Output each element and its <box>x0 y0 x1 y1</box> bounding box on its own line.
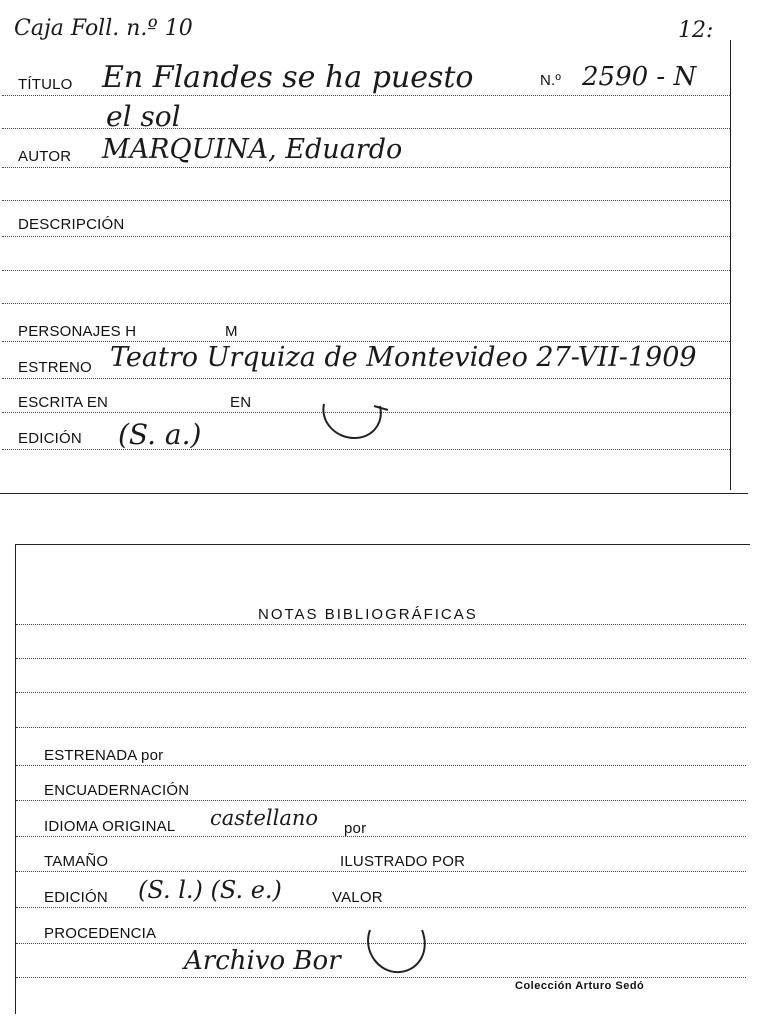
rule <box>16 800 746 801</box>
card-right-border <box>730 40 731 490</box>
rule <box>16 624 746 625</box>
autor-label: AUTOR <box>18 148 72 165</box>
titulo-value-continued: el sol <box>106 100 181 133</box>
personajes-label: PERSONAJES H <box>18 323 137 340</box>
edicion-value: (S. a.) <box>118 418 202 451</box>
procedencia-label: PROCEDENCIA <box>44 925 157 942</box>
card-top-border <box>15 544 750 545</box>
rule <box>2 167 730 168</box>
estrenada-label: ESTRENADA por <box>44 747 164 764</box>
notas-bibliograficas-heading: NOTAS BIBLIOGRÁFICAS <box>258 606 478 623</box>
sheet-number: 12: <box>678 18 714 43</box>
numero-label: N.º <box>540 72 562 89</box>
ilustrado-label: ILUSTRADO POR <box>340 853 466 870</box>
collection-label: Colección Arturo Sedó <box>515 980 645 992</box>
edicion-label-bottom: EDICIÓN <box>44 889 108 906</box>
titulo-label: TÍTULO <box>18 76 73 93</box>
rule <box>2 378 730 379</box>
punch-hole-mark <box>318 392 390 444</box>
rule <box>16 871 746 872</box>
valor-label: VALOR <box>332 889 383 906</box>
rule <box>2 95 730 96</box>
catalog-card-top <box>0 0 748 494</box>
rule <box>2 270 730 271</box>
titulo-value: En Flandes se ha puesto <box>102 60 474 95</box>
rule <box>2 449 730 450</box>
rule <box>16 727 746 728</box>
estreno-value: Teatro Urquiza de Montevideo 27-VII-1909 <box>110 342 697 373</box>
escrita-en-second-label: EN <box>230 394 252 411</box>
box-note: Caja Foll. n.º 10 <box>14 16 193 41</box>
rule <box>16 765 746 766</box>
personajes-m-label: M <box>225 323 238 340</box>
rule <box>16 836 746 837</box>
edicion-label: EDICIÓN <box>18 430 82 447</box>
rule <box>2 303 730 304</box>
procedencia-value: Archivo Bor <box>184 946 341 976</box>
catalog-card-bottom <box>10 540 750 1020</box>
rule <box>16 692 746 693</box>
rule <box>2 200 730 201</box>
numero-value: 2590 - N <box>582 62 697 92</box>
rule <box>16 907 746 908</box>
punch-hole-mark <box>360 920 434 980</box>
rule <box>2 236 730 237</box>
autor-value: MARQUINA, Eduardo <box>102 134 403 165</box>
edicion-value-bottom: (S. l.) (S. e.) <box>138 876 282 904</box>
tamano-label: TAMAÑO <box>44 853 109 870</box>
idioma-por-label: por <box>344 820 367 837</box>
escrita-en-label: ESCRITA EN <box>18 394 109 411</box>
descripcion-label: DESCRIPCIÓN <box>18 216 125 233</box>
estreno-label: ESTRENO <box>18 359 92 376</box>
rule <box>16 658 746 659</box>
rule <box>2 128 730 129</box>
idioma-label: IDIOMA ORIGINAL <box>44 818 176 835</box>
idioma-value: castellano <box>210 806 319 830</box>
encuadernacion-label: ENCUADERNACIÓN <box>44 782 190 799</box>
